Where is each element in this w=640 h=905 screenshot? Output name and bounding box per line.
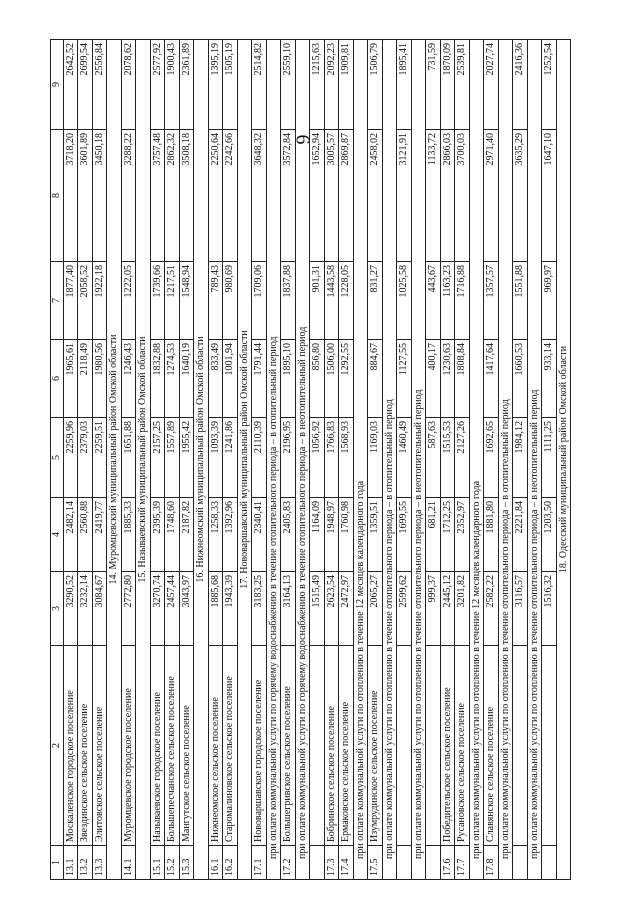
table-row [324,40,339,880]
section-row [194,40,209,880]
value-cell: 2092,23 [324,40,339,130]
value-cell: 3635,29 [513,130,528,262]
value-cell: 1551,88 [513,262,528,340]
note-text: при оплате коммунальной услуги по отоплению в течение отопительного периода – в отопительный период [498,40,513,880]
value-cell: 443,67 [426,262,441,340]
value-cell: 3288,22 [121,130,136,262]
value-cell: 1258,33 [208,498,223,572]
table-row [150,40,165,880]
tariff-table [50,39,571,880]
value-cell: 1274,53 [165,340,180,418]
value-cell: 587,63 [426,418,441,498]
value-cell: 2514,82 [252,40,267,130]
note-row [353,40,368,880]
table-row [339,40,354,880]
settlement-name-cell: Элитовское сельское поселение [92,646,107,846]
value-cell: 2065,27 [368,572,383,646]
value-cell: 1217,51 [165,262,180,340]
value-cell: 2457,44 [165,572,180,646]
value-cell: 3164,13 [281,572,296,646]
row-number-cell [513,846,528,880]
table-row [252,40,267,880]
value-cell: 1568,93 [339,418,354,498]
value-cell: 1163,23 [440,262,455,340]
value-cell: 1127,55 [397,340,412,418]
table-row [223,40,238,880]
row-number-cell: 17.1 [252,846,267,880]
note-text: при оплате коммунальной услуги по отоплению в течение отопительного периода – в отопительный период [382,40,397,880]
value-cell: 1760,98 [339,498,354,572]
row-number-cell: 17.3 [324,846,339,880]
value-cell: 1948,97 [324,498,339,572]
value-cell: 2127,26 [455,418,470,498]
value-cell: 1837,88 [281,262,296,340]
section-title: 18. Одесский муниципальный район Омской области [556,40,571,880]
value-cell: 2772,80 [121,572,136,646]
value-cell: 1056,92 [310,418,325,498]
value-cell: 2157,25 [150,418,165,498]
table-row [440,40,455,880]
settlement-name-cell [426,646,441,846]
settlement-name-cell: Мангутское сельское поселение [179,646,194,846]
table-row [455,40,470,880]
header-cell: 4 [51,498,64,572]
value-cell: 1651,88 [121,418,136,498]
table-row [78,40,93,880]
value-cell: 2556,84 [92,40,107,130]
settlement-name-cell: Изумрудинское сельское поселение [368,646,383,846]
note-row [382,40,397,880]
value-cell: 1516,32 [542,572,557,646]
settlement-name-cell: Называевское городское поселение [150,646,165,846]
settlement-name-cell [310,646,325,846]
row-number-cell: 15.3 [179,846,194,880]
header-cell: 7 [51,262,64,340]
settlement-name-cell: Бобринское сельское поселение [324,646,339,846]
row-number-cell: 16.1 [208,846,223,880]
row-number-cell: 17.5 [368,846,383,880]
value-cell: 2027,74 [484,40,499,130]
value-cell: 2482,14 [63,498,78,572]
value-cell: 2196,95 [281,418,296,498]
value-cell: 999,37 [426,572,441,646]
value-cell: 1885,68 [208,572,223,646]
row-number-cell [426,846,441,880]
settlement-name-cell: Старомалиновское сельское поселение [223,646,238,846]
value-cell: 1252,54 [542,40,557,130]
value-cell: 1164,09 [310,498,325,572]
value-cell: 1357,57 [484,262,499,340]
value-cell: 2419,77 [92,498,107,572]
section-row [136,40,151,880]
value-cell: 1111,25 [542,418,557,498]
value-cell: 1766,83 [324,418,339,498]
value-cell: 2642,52 [63,40,78,130]
row-number-cell: 15.2 [165,846,180,880]
value-cell: 3648,32 [252,130,267,262]
value-cell: 1359,51 [368,498,383,572]
value-cell: 1443,58 [324,262,339,340]
value-cell: 1980,56 [92,340,107,418]
value-cell: 681,21 [426,498,441,572]
value-cell: 2395,39 [150,498,165,572]
value-cell: 1984,12 [513,418,528,498]
value-cell: 1895,10 [281,340,296,418]
table-row [208,40,223,880]
value-cell: 2560,88 [78,498,93,572]
value-cell: 1739,66 [150,262,165,340]
value-cell: 3183,25 [252,572,267,646]
value-cell: 2352,97 [455,498,470,572]
value-cell: 1203,50 [542,498,557,572]
value-cell: 1791,44 [252,340,267,418]
table-row [179,40,194,880]
note-text: при оплате коммунальной услуги по отоплению в течение отопительного периода – в неотопительный период [411,40,426,880]
value-cell: 2379,03 [78,418,93,498]
value-cell: 3601,89 [78,130,93,262]
table-row [513,40,528,880]
value-cell: 3757,48 [150,130,165,262]
table-row [165,40,180,880]
header-cell: 2 [51,646,64,846]
value-cell: 2250,64 [208,130,223,262]
settlement-name-cell [397,646,412,846]
value-cell: 1709,06 [252,262,267,340]
settlement-name-cell: Звездинское сельское поселение [78,646,93,846]
row-number-cell: 17.2 [281,846,296,880]
note-text: при оплате коммунальной услуги по отоплению в течение отопительного периода – в неотопительный период [527,40,542,880]
value-cell: 3450,18 [92,130,107,262]
value-cell: 1652,94 [310,130,325,262]
value-cell: 3572,84 [281,130,296,262]
settlement-name-cell: Большегривское сельское поселение [281,646,296,846]
value-cell: 3116,57 [513,572,528,646]
value-cell: 1647,10 [542,130,557,262]
table-header-row [51,40,64,880]
section-row [107,40,122,880]
value-cell: 2078,62 [121,40,136,130]
header-cell: 5 [51,418,64,498]
value-cell: 789,43 [208,262,223,340]
value-cell: 1870,09 [440,40,455,130]
value-cell: 1557,89 [165,418,180,498]
value-cell: 1392,96 [223,498,238,572]
row-number-cell: 14.1 [121,846,136,880]
value-cell: 1506,00 [324,340,339,418]
table-row [426,40,441,880]
note-row [469,40,484,880]
note-text: при оплате коммунальной услуги по горячему водоснабжению в течение отопительного периода – в неотопительный период [295,40,310,880]
value-cell: 1222,05 [121,262,136,340]
settlement-name-cell: Русановское сельское поселение [455,646,470,846]
value-cell: 2221,84 [513,498,528,572]
row-number-cell: 15.1 [150,846,165,880]
value-cell: 3121,91 [397,130,412,262]
header-cell: 3 [51,572,64,646]
value-cell: 884,67 [368,340,383,418]
value-cell: 731,59 [426,40,441,130]
page-number: 6 [291,134,314,145]
value-cell: 1640,19 [179,340,194,418]
value-cell: 1506,79 [368,40,383,130]
value-cell: 969,97 [542,262,557,340]
value-cell: 2110,39 [252,418,267,498]
row-number-cell: 17.4 [339,846,354,880]
value-cell: 2866,03 [440,130,455,262]
value-cell: 980,69 [223,262,238,340]
value-cell: 3508,18 [179,130,194,262]
value-cell: 1660,53 [513,340,528,418]
value-cell: 1699,55 [397,498,412,572]
value-cell: 2340,41 [252,498,267,572]
value-cell: 1515,49 [310,572,325,646]
value-cell: 1808,84 [455,340,470,418]
header-cell: 6 [51,340,64,418]
note-text: при оплате коммунальной услуги по отоплению в течение 12 месяцев календарного года [353,40,368,880]
value-cell: 1025,58 [397,262,412,340]
value-cell: 1955,42 [179,418,194,498]
value-cell: 1712,25 [440,498,455,572]
value-cell: 1001,94 [223,340,238,418]
settlement-name-cell: Славянское сельское поселение [484,646,499,846]
value-cell: 3005,57 [324,130,339,262]
value-cell: 2445,12 [440,572,455,646]
value-cell: 1881,80 [484,498,499,572]
value-cell: 2699,54 [78,40,93,130]
section-title: 17. Нововаршавский муниципальный район Омской области [237,40,252,880]
value-cell: 2242,66 [223,130,238,262]
value-cell: 2259,96 [63,418,78,498]
section-title: 15. Называевский муниципальный район Омской области [136,40,151,880]
value-cell: 2869,87 [339,130,354,262]
value-cell: 1292,55 [339,340,354,418]
table-row [368,40,383,880]
table-row [397,40,412,880]
section-row [237,40,252,880]
value-cell: 400,17 [426,340,441,418]
value-cell: 2458,02 [368,130,383,262]
value-cell: 1877,40 [63,262,78,340]
table-body [51,40,571,880]
value-cell: 1246,43 [121,340,136,418]
table-row [121,40,136,880]
row-number-cell: 17.7 [455,846,470,880]
value-cell: 1460,49 [397,418,412,498]
value-cell: 3700,03 [455,130,470,262]
value-cell: 1548,94 [179,262,194,340]
value-cell: 901,31 [310,262,325,340]
value-cell: 2416,36 [513,40,528,130]
settlement-name-cell: Нововаршавское городское поселение [252,646,267,846]
value-cell: 1943,39 [223,572,238,646]
value-cell: 2058,52 [78,262,93,340]
value-cell: 2405,83 [281,498,296,572]
value-cell: 2539,81 [455,40,470,130]
value-cell: 1133,72 [426,130,441,262]
value-cell: 2582,22 [484,572,499,646]
value-cell: 1832,88 [150,340,165,418]
header-cell: 1 [51,846,64,880]
value-cell: 1909,81 [339,40,354,130]
settlement-name-cell [513,646,528,846]
value-cell: 2577,92 [150,40,165,130]
value-cell: 1885,33 [121,498,136,572]
value-cell: 2118,49 [78,340,93,418]
value-cell: 2862,32 [165,130,180,262]
value-cell: 3718,20 [63,130,78,262]
section-row [556,40,571,880]
note-row [527,40,542,880]
table-row [484,40,499,880]
row-number-cell: 17.8 [484,846,499,880]
value-cell: 1515,53 [440,418,455,498]
value-cell: 1965,61 [63,340,78,418]
value-cell: 1505,19 [223,40,238,130]
value-cell: 1093,39 [208,418,223,498]
value-cell: 1395,19 [208,40,223,130]
row-number-cell: 17.6 [440,846,455,880]
value-cell: 2259,51 [92,418,107,498]
settlement-name-cell: Нижнеомское сельское поселение [208,646,223,846]
table-row [281,40,296,880]
note-row [266,40,281,880]
value-cell: 1922,18 [92,262,107,340]
value-cell: 3270,74 [150,572,165,646]
value-cell: 2623,54 [324,572,339,646]
value-cell: 2599,62 [397,572,412,646]
row-number-cell [397,846,412,880]
note-text: при оплате коммунальной услуги по отоплению в течение 12 месяцев календарного года [469,40,484,880]
settlement-name-cell: Большепесчанское сельское поселение [165,646,180,846]
header-cell: 9 [51,40,64,130]
table-row [542,40,557,880]
value-cell: 3043,97 [179,572,194,646]
table-row [310,40,325,880]
row-number-cell [310,846,325,880]
note-row [498,40,513,880]
value-cell: 2187,82 [179,498,194,572]
value-cell: 3290,52 [63,572,78,646]
value-cell: 831,27 [368,262,383,340]
row-number-cell: 16.2 [223,846,238,880]
value-cell: 1241,86 [223,418,238,498]
settlement-name-cell: Ермаковское сельское поселение [339,646,354,846]
section-title: 14. Муромцевский муниципальный район Омской области [107,40,122,880]
value-cell: 1230,63 [440,340,455,418]
table-row [63,40,78,880]
value-cell: 2559,10 [281,40,296,130]
value-cell: 856,80 [310,340,325,418]
note-row [411,40,426,880]
value-cell: 1748,60 [165,498,180,572]
value-cell: 1169,03 [368,418,383,498]
value-cell: 3232,14 [78,572,93,646]
value-cell: 1215,63 [310,40,325,130]
settlement-name-cell: Муромцевское городское поселение [121,646,136,846]
table-row [92,40,107,880]
note-row [295,40,310,880]
note-text: при оплате коммунальной услуги по горячему водоснабжению в течение отопительного периода – в отопительный период [266,40,281,880]
value-cell: 1900,43 [165,40,180,130]
value-cell: 1228,05 [339,262,354,340]
header-cell: 8 [51,130,64,262]
value-cell: 3201,82 [455,572,470,646]
row-number-cell: 13.1 [63,846,78,880]
settlement-name-cell: Победительское сельское поселение [440,646,455,846]
row-number-cell: 13.3 [92,846,107,880]
row-number-cell [542,846,557,880]
value-cell: 1692,65 [484,418,499,498]
value-cell: 1716,88 [455,262,470,340]
settlement-name-cell [542,646,557,846]
section-title: 16. Нижнеомский муниципальный район Омской области [194,40,209,880]
value-cell: 2472,97 [339,572,354,646]
value-cell: 2971,40 [484,130,499,262]
value-cell: 1895,41 [397,40,412,130]
row-number-cell: 13.2 [78,846,93,880]
value-cell: 833,49 [208,340,223,418]
value-cell: 3084,67 [92,572,107,646]
value-cell: 933,14 [542,340,557,418]
value-cell: 1417,64 [484,340,499,418]
rotated-page [50,40,602,880]
settlement-name-cell: Москаленское городское поселение [63,646,78,846]
value-cell: 2361,89 [179,40,194,130]
